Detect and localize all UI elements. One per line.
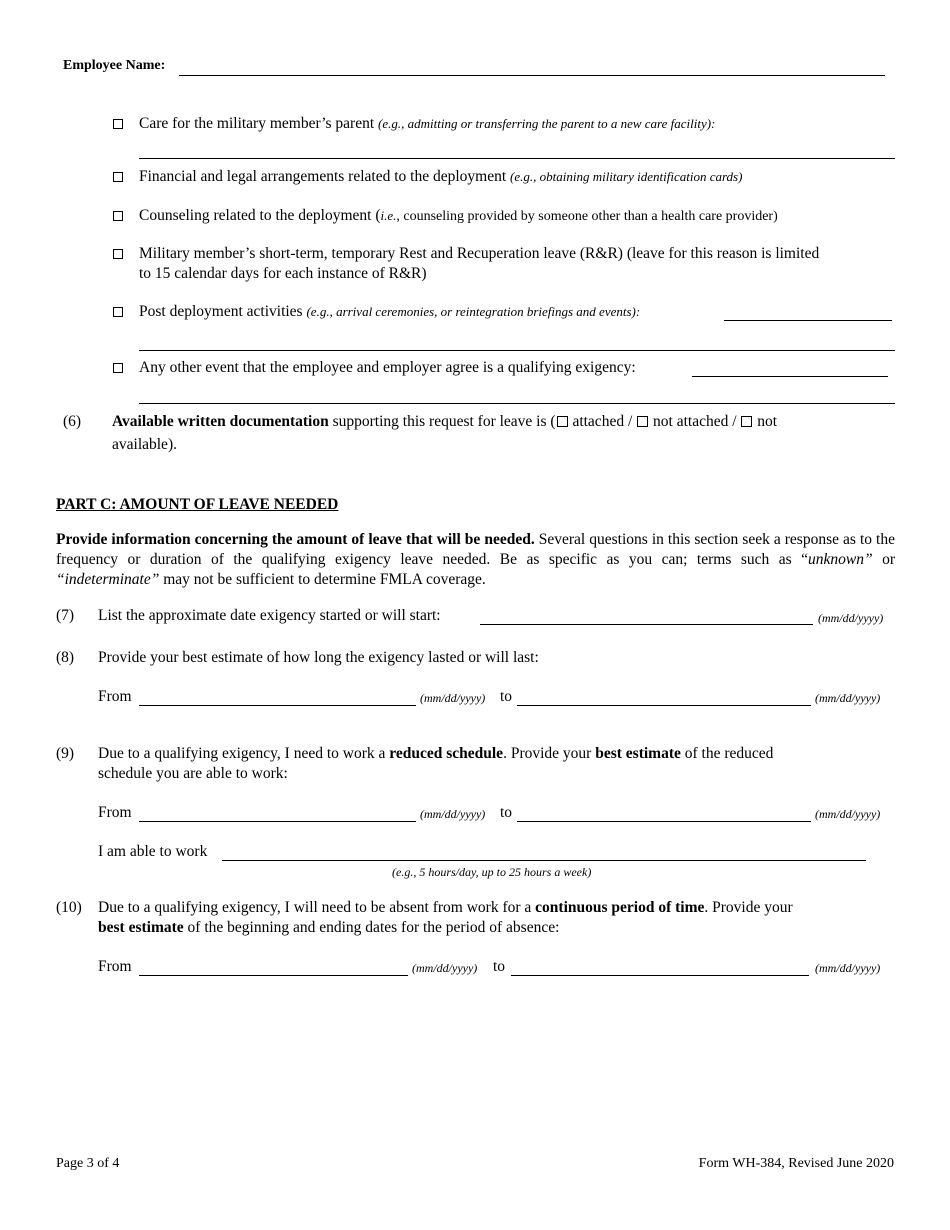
page-number: Page 3 of 4 bbox=[56, 1156, 120, 1171]
exigency-financial-legal: Financial and legal arrangements related to the deployment (e.g., obtaining military identification cards) bbox=[139, 168, 743, 185]
other-event-line-2[interactable] bbox=[139, 403, 895, 404]
q8-from-label: From bbox=[98, 688, 132, 705]
post-deployment-line[interactable] bbox=[724, 320, 892, 321]
part-c-title: PART C: AMOUNT OF LEAVE NEEDED bbox=[56, 496, 339, 513]
q10-from-label: From bbox=[98, 958, 132, 975]
q8-text: Provide your best estimate of how long the exigency lasted or will last: bbox=[98, 649, 539, 666]
q7-format: (mm/dd/yyyy) bbox=[818, 611, 884, 625]
checkbox-not-available[interactable] bbox=[741, 416, 752, 427]
checkbox-parent-care[interactable] bbox=[113, 119, 123, 129]
employee-name-field[interactable] bbox=[179, 59, 885, 76]
q8-from-format: (mm/dd/yyyy) bbox=[420, 691, 486, 705]
q10-to-label: to bbox=[493, 958, 506, 975]
q9-text: Due to a qualifying exigency, I need to work a reduced schedule. Provide your best estimate of the reduced bbox=[98, 745, 774, 762]
checkbox-financial-legal[interactable] bbox=[113, 172, 123, 182]
q9-to-format: (mm/dd/yyyy) bbox=[815, 807, 881, 821]
exigency-parent-care: Care for the military member’s parent (e.g., admitting or transferring the parent to a new care facility): bbox=[139, 115, 716, 132]
q8-to-date[interactable] bbox=[517, 689, 811, 706]
q10-from-format: (mm/dd/yyyy) bbox=[412, 961, 478, 975]
checkbox-other-event[interactable] bbox=[113, 363, 123, 373]
q8-to-label: to bbox=[500, 688, 513, 705]
q10-line2: best estimate of the beginning and ending dates for the period of absence: bbox=[98, 919, 560, 936]
q9-schedule-field[interactable] bbox=[222, 844, 866, 861]
exigency-counseling: Counseling related to the deployment (i.e., counseling provided by someone other than a health care provider) bbox=[139, 207, 778, 224]
post-deployment-line-2[interactable] bbox=[139, 350, 895, 351]
q8-from-date[interactable] bbox=[139, 689, 416, 706]
other-event-line[interactable] bbox=[692, 376, 888, 377]
q10-to-date[interactable] bbox=[511, 959, 809, 976]
form-id: Form WH-384, Revised June 2020 bbox=[698, 1156, 894, 1171]
q7-text: List the approximate date exigency started or will start: bbox=[98, 607, 441, 624]
checkbox-attached[interactable] bbox=[557, 416, 568, 427]
q7-number: (7) bbox=[56, 607, 75, 624]
q6-line2: available). bbox=[112, 436, 177, 453]
checkbox-post-deployment[interactable] bbox=[113, 307, 123, 317]
q9-number: (9) bbox=[56, 745, 75, 762]
q9-able-hint: (e.g., 5 hours/day, up to 25 hours a week) bbox=[392, 865, 592, 879]
q9-from-label: From bbox=[98, 804, 132, 821]
q8-to-format: (mm/dd/yyyy) bbox=[815, 691, 881, 705]
q7-start-date[interactable] bbox=[480, 608, 813, 625]
checkbox-not-attached[interactable] bbox=[637, 416, 648, 427]
q9-able-label: I am able to work bbox=[98, 843, 208, 860]
employee-name-label: Employee Name: bbox=[63, 58, 166, 73]
q9-to-date[interactable] bbox=[517, 805, 811, 822]
exigency-rr-line1: Military member’s short-term, temporary Rest and Recuperation leave (R&R) (leave for this reason is limited bbox=[139, 245, 820, 262]
exigency-other-event: Any other event that the employee and employer agree is a qualifying exigency: bbox=[139, 359, 636, 376]
exigency-rr-line2: to 15 calendar days for each instance of R&R) bbox=[139, 265, 427, 282]
q9-from-date[interactable] bbox=[139, 805, 416, 822]
q10-text: Due to a qualifying exigency, I will need to be absent from work for a continuous period of time. Provide your bbox=[98, 899, 793, 916]
exigency-post-deployment: Post deployment activities (e.g., arrival ceremonies, or reintegration briefings and events): bbox=[139, 303, 641, 320]
q8-number: (8) bbox=[56, 649, 75, 666]
q10-from-date[interactable] bbox=[139, 959, 408, 976]
q6-text: Available written documentation supporting this request for leave is ( attached / not attached / not bbox=[112, 413, 778, 430]
part-c-intro: Provide information concerning the amount of leave that will be needed. Several questions in this section seek a response as to the frequency or duration of the qualifying exigency leave needed. Be as specific as you can; terms such as “unknown” or “indeterminate” may not be sufficient to determine FMLA coverage. bbox=[56, 531, 895, 588]
checkbox-rest-recuperation[interactable] bbox=[113, 249, 123, 259]
parent-care-line[interactable] bbox=[139, 158, 895, 159]
q6-number: (6) bbox=[63, 413, 82, 430]
checkbox-counseling[interactable] bbox=[113, 211, 123, 221]
q10-number: (10) bbox=[56, 899, 82, 916]
q10-to-format: (mm/dd/yyyy) bbox=[815, 961, 881, 975]
q9-to-label: to bbox=[500, 804, 513, 821]
q9-line2: schedule you are able to work: bbox=[98, 765, 288, 782]
q9-from-format: (mm/dd/yyyy) bbox=[420, 807, 486, 821]
